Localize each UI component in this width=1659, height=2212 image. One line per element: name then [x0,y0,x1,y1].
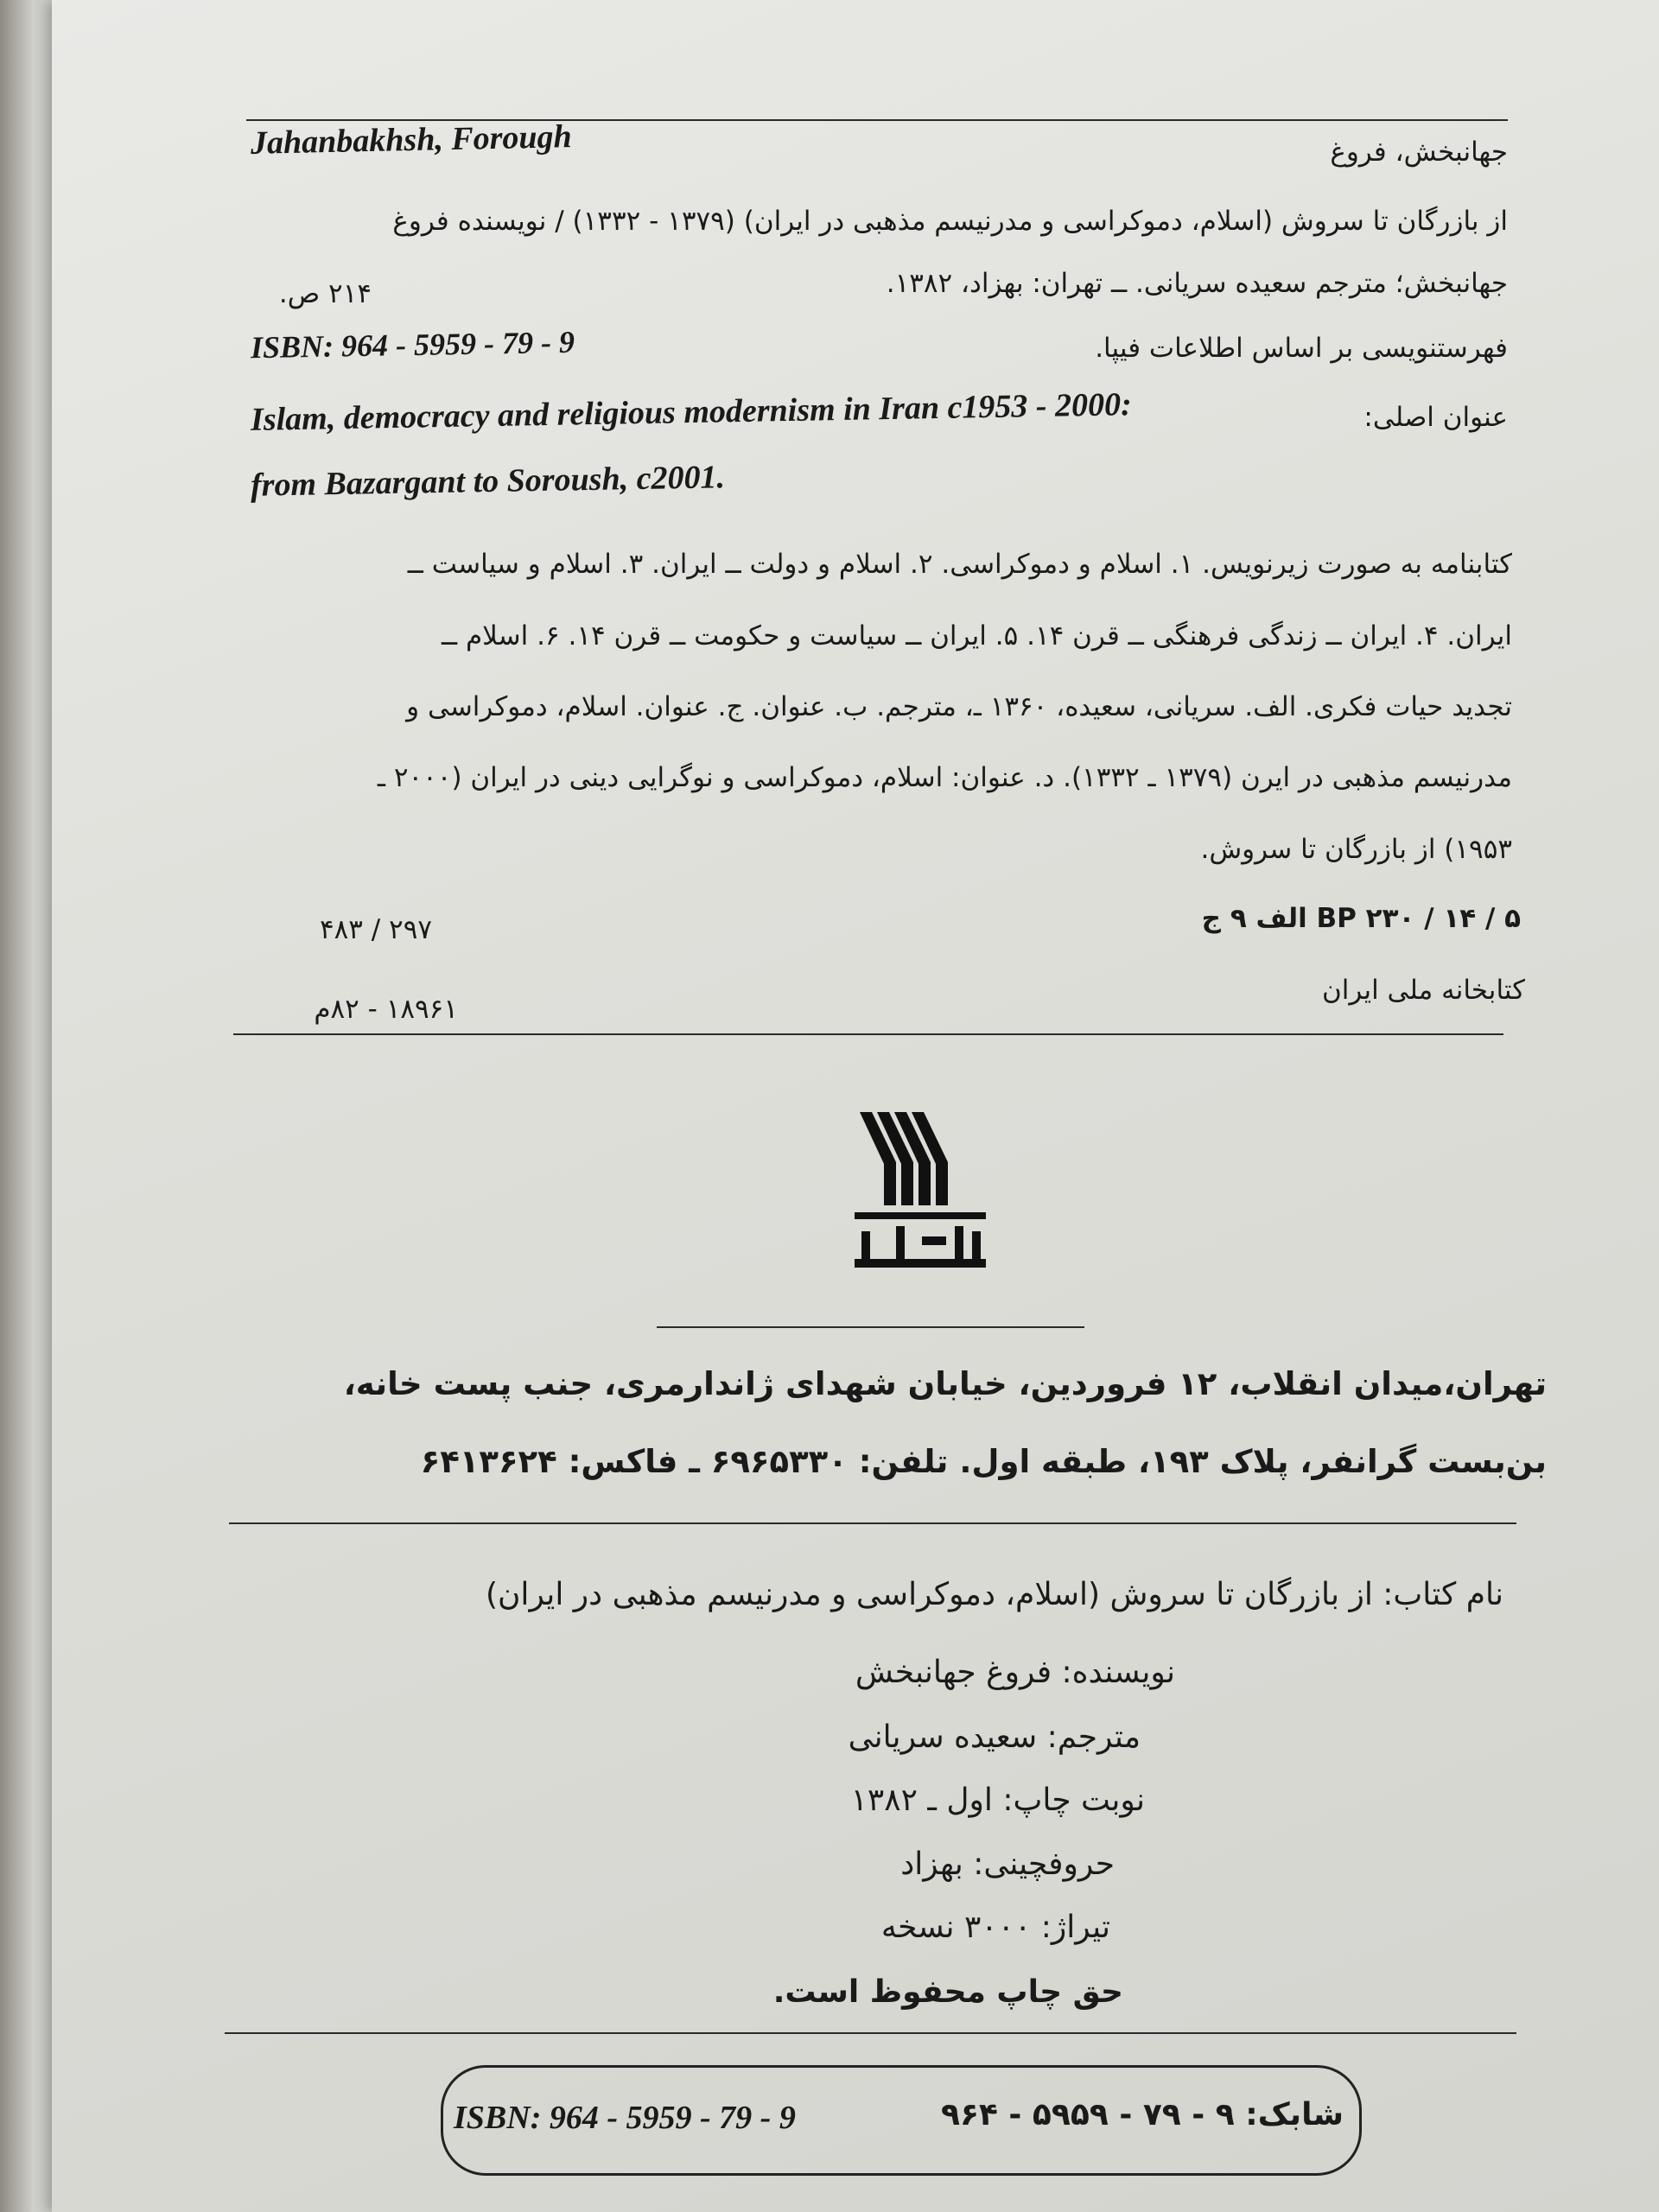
publisher-address-line-1: تهران،میدان انقلاب، ۱۲ فروردین، خیابان شهدای ژاندارمری، جنب پست خانه، [343,1365,1547,1402]
subject-line-2: ایران. ۴. ایران ــ زندگی فرهنگی ــ قرن ۱۴. ۵. ایران ــ سیاست و حکومت ــ قرن ۱۴. ۶. اسلام ــ [441,620,1512,652]
catalog-bottom-rule [233,1033,1503,1035]
isbn-latin: ISBN: 964 - 5959 - 79 - 9 [454,2100,796,2136]
subject-line-4: مدرنیسم مذهبی در ایرن (۱۳۷۹ ـ ۱۳۳۲). د. عنوان: اسلام، دموکراسی و نوگرایی دینی در ایران (۲۰۰۰ ـ [377,762,1512,793]
author-persian: جهانبخش، فروغ [1330,137,1508,168]
isbn-box [441,2065,1362,2176]
copyright-page [52,0,1659,2212]
publisher-address-line-2: بن‌بست گرانفر، پلاک ۱۹۳، طبقه اول. تلفن: ۶۹۶۵۳۳۰ ـ فاکس: ۶۴۱۳۶۲۴ [420,1443,1547,1480]
catalog-fipa-note: فهرستنویسی بر اساس اطلاعات فیپا. [1095,333,1508,364]
call-number: BP ۲۳۰ / ۱۴ / ۵ الف ۹ ج [1201,903,1521,934]
credit-print-run: تیراژ: ۳۰۰۰ نسخه [880,1910,1110,1945]
credit-typesetting: حروفچینی: بهزاد [900,1847,1115,1882]
catalog-title-line: از بازرگان تا سروش (اسلام، دموکراسی و مدرنیسم مذهبی در ایران) (۱۳۷۹ - ۱۳۳۲) / نویسنده فروغ [392,206,1508,237]
logo-rule [657,1326,1084,1328]
library-number: ۱۸۹۶۱ - ۸۲م [314,994,458,1025]
book-spine-edge [0,0,35,2212]
credit-edition: نوبت چاپ: اول ـ ۱۳۸۲ [850,1783,1145,1818]
credits-rule [225,2032,1516,2034]
credit-copyright: حق چاپ محفوظ است. [772,1974,1123,2010]
subject-line-3: تجدید حیات فکری. الف. سریانی، سعیده، ۱۳۶۰ ـ، مترجم. ب. عنوان. ج. عنوان. اسلام، دموکراسی و [406,691,1512,722]
behzad-publisher-logo [842,1110,998,1274]
catalog-translator-line: جهانبخش؛ مترجم سعیده سریانی. ــ تهران: بهزاد، ۱۳۸۲. [886,268,1508,299]
credit-book-title: نام کتاب: از بازرگان تا سروش (اسلام، دموکراسی و مدرنیسم مذهبی در ایران) [485,1577,1503,1612]
dewey-number: ۲۹۷ / ۴۸۳ [319,914,432,945]
author-latin: Jahanbakhsh, Forough [250,118,573,162]
catalog-isbn: ISBN: 964 - 5959 - 79 - 9 [250,324,575,365]
credit-translator: مترجم: سعیده سریانی [848,1719,1141,1755]
subject-line-5: ۱۹۵۳) از بازرگان تا سروش. [1200,834,1512,865]
original-title-label: عنوان اصلی: [1363,402,1508,433]
catalog-pages: ۲۱۴ ص. [278,278,372,309]
address-rule [229,1522,1516,1524]
isbn-persian: شابک: ۹ - ۷۹ - ۵۹۵۹ - ۹۶۴ [940,2097,1344,2133]
original-title-line-2: from Bazargant to Soroush, c2001. [250,459,726,504]
subject-line-1: کتابنامه به صورت زیرنویس. ۱. اسلام و دموکراسی. ۲. اسلام و دولت ــ ایران. ۳. اسلام و سیاست ــ [407,549,1512,580]
credit-author: نویسنده: فروغ جهانبخش [855,1655,1175,1690]
original-title-line-1: Islam, democracy and religious modernism in Iran c1953 - 2000: [250,386,1133,438]
national-library: کتابخانه ملی ایران [1321,975,1525,1006]
